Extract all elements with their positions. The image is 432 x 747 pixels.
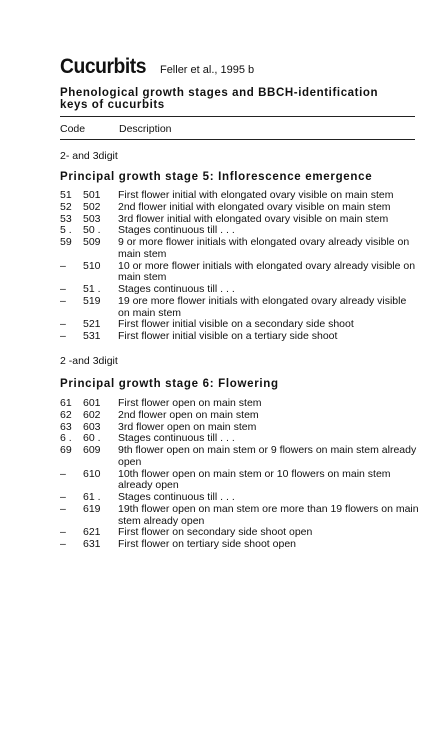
- code-2digit: 5 .: [60, 224, 72, 237]
- code-2digit: –: [60, 467, 66, 480]
- code-2digit: 62: [60, 408, 72, 421]
- code-2digit: –: [60, 259, 66, 272]
- description: 10th flower open on main stem or 10 flowers on main stem already open: [118, 467, 391, 492]
- code-3digit: 509: [83, 236, 101, 248]
- code-3digit: 610: [83, 467, 101, 480]
- code-2digit: 6 .: [60, 432, 72, 445]
- table-top-rule: [60, 116, 415, 117]
- table-row: [60, 422, 420, 434]
- code-2digit: 52: [60, 200, 72, 213]
- description: 9th flower open on main stem or 9 flowers on main stem already open: [118, 444, 417, 468]
- code-3digit: 619: [83, 502, 101, 515]
- description: First flower initial visible on a secondary side shoot: [118, 318, 354, 331]
- code-3digit: 51 .: [83, 283, 101, 295]
- code-2digit: 61: [60, 397, 72, 409]
- stage-heading: Principal growth stage 5: Inflorescence emergence: [60, 171, 373, 183]
- description: Stages continuous till . . .: [118, 432, 235, 445]
- description: 2nd flower initial with elongated ovary visible on main stem: [118, 200, 391, 213]
- code-3digit: 519: [83, 294, 101, 307]
- stage-heading: Principal growth stage 6: Flowering: [60, 378, 279, 390]
- table-row: [60, 504, 420, 528]
- description: Stages continuous till . . .: [118, 491, 235, 503]
- description: First flower on secondary side shoot open: [118, 526, 313, 539]
- table-row: [60, 469, 420, 493]
- code-3digit: 621: [83, 526, 101, 539]
- stage-rows: [60, 398, 420, 551]
- code-3digit: 510: [83, 259, 101, 272]
- code-2digit: 53: [60, 212, 72, 225]
- code-3digit: 61 .: [83, 491, 101, 503]
- code-3digit: 521: [83, 318, 101, 331]
- code-2digit: 51: [60, 189, 72, 201]
- code-2digit: 59: [60, 236, 72, 248]
- description: First flower initial with elongated ovary visible on main stem: [118, 189, 394, 201]
- table-row: [60, 331, 420, 343]
- title-main: Cucurbits: [60, 55, 147, 78]
- code-3digit: 601: [83, 397, 101, 409]
- table-row: [60, 296, 420, 320]
- table-row: [60, 190, 420, 202]
- description: Stages continuous till . . .: [118, 283, 235, 295]
- table-row: [60, 202, 420, 214]
- code-3digit: 631: [83, 538, 101, 550]
- description: 2nd flower open on main stem: [118, 408, 259, 421]
- code-3digit: 501: [83, 189, 101, 201]
- description: 9 or more flower initials with elongated ovary already visible on main stem: [118, 236, 410, 260]
- code-3digit: 50 .: [83, 224, 101, 237]
- table-row: [60, 284, 420, 296]
- code-3digit: 609: [83, 444, 101, 456]
- section-note: 2 -and 3digit: [60, 355, 118, 367]
- stage-rows: [60, 190, 420, 343]
- code-3digit: 531: [83, 330, 101, 342]
- code-2digit: –: [60, 294, 66, 307]
- code-2digit: –: [60, 526, 66, 539]
- code-3digit: 503: [83, 212, 101, 225]
- table-row: [60, 237, 420, 261]
- code-3digit: 502: [83, 200, 101, 213]
- table-row: [60, 398, 420, 410]
- table-row: [60, 410, 420, 422]
- code-3digit: 603: [83, 420, 101, 433]
- code-2digit: –: [60, 502, 66, 515]
- table-row: [60, 445, 420, 469]
- section-note: 2- and 3digit: [60, 150, 118, 162]
- code-3digit: 602: [83, 408, 101, 421]
- code-2digit: –: [60, 283, 66, 295]
- description: 10 or more flower initials with elongated ovary already visible on main stem: [118, 259, 416, 284]
- description: First flower on tertiary side shoot open: [118, 538, 296, 550]
- table-row: [60, 539, 420, 551]
- description: 3rd flower open on main stem: [118, 420, 257, 433]
- table-row: [60, 214, 420, 226]
- code-2digit: –: [60, 318, 66, 331]
- description: First flower open on main stem: [118, 397, 262, 409]
- document-heading: Phenological growth stages and BBCH-identification keys of cucurbits: [60, 87, 379, 111]
- column-header-code: Code: [60, 123, 86, 135]
- description: First flower initial visible on a tertiary side shoot: [118, 330, 338, 342]
- title-reference: Feller et al., 1995 b: [159, 64, 255, 76]
- description: Stages continuous till . . .: [118, 224, 235, 237]
- page-title: [60, 55, 254, 79]
- code-3digit: 60 .: [83, 432, 101, 445]
- code-2digit: 69: [60, 444, 72, 456]
- code-2digit: –: [60, 538, 66, 550]
- code-2digit: –: [60, 491, 66, 503]
- column-header-description: Description: [119, 123, 172, 135]
- description: 19th flower open on man stem ore more than 19 flowers on main stem already open: [118, 502, 419, 527]
- description: 19 ore more flower initials with elongated ovary already visible on main stem: [118, 294, 407, 319]
- description: 3rd flower initial with elongated ovary visible on main stem: [118, 212, 389, 225]
- table-row: [60, 492, 420, 504]
- code-2digit: 63: [60, 420, 72, 433]
- code-2digit: –: [60, 330, 66, 342]
- table-row: [60, 261, 420, 285]
- table-header-rule: [60, 139, 415, 140]
